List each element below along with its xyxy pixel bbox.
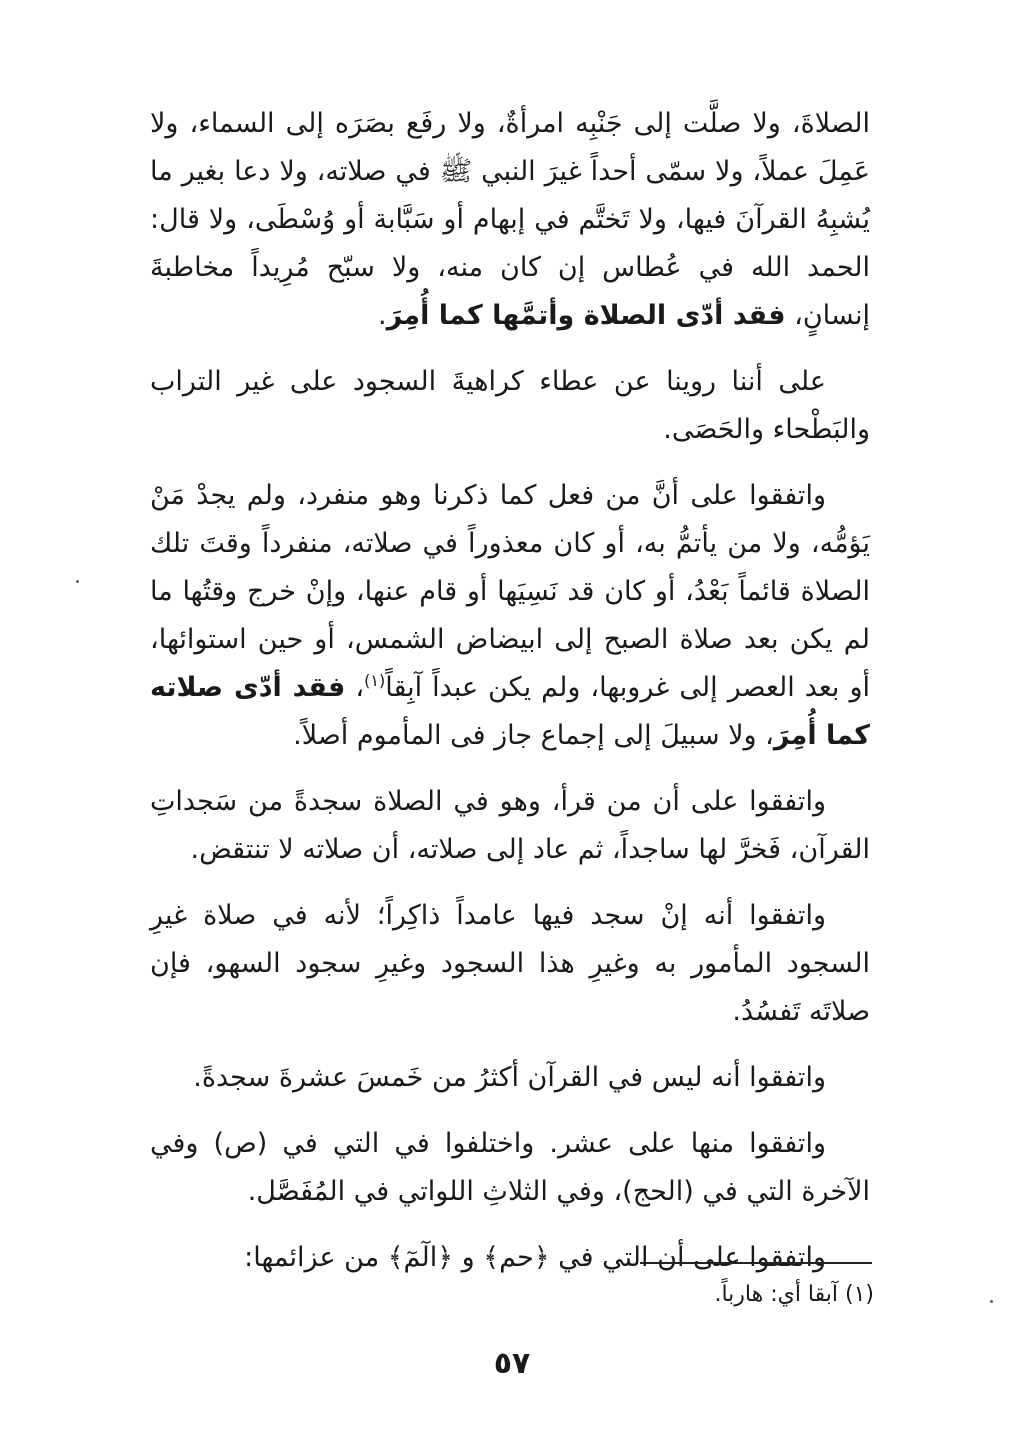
footnote-marker: (١): [364, 671, 386, 690]
footnote-divider: [640, 1262, 872, 1264]
paragraph-5-text: واتفقوا أنه إنْ سجد فيها عامداً ذاكِراً؛ لأنه في صلاة غيرِ السجود المأمور به وغيرِ هذا السجود وغيرِ سجود السهو، فإن صلاتَه تَفسُدُ.: [150, 900, 870, 1027]
paragraph-4-text: واتفقوا على أن من قرأ، وهو في الصلاة سجدةً من سَجداتِ القرآن، فَخرَّ لها ساجداً، ثم عاد إلى صلاته، أن صلاته لا تنتقض.: [150, 786, 870, 865]
paragraph-3-bold: فقد أدّى صلاته كما أُمِرَ: [150, 672, 870, 751]
paragraph-3-text: واتفقوا على أنَّ من فعل كما ذكرنا وهو منفرد، ولم يجدْ مَنْ يَؤمُّه، ولا من يأتمُّ به، أو كان معذوراً في صلاته، منفرداً وقتَ تلك الصلاة قائماً بَعْدُ، أو كان قد نَسِيَها أو قام عنها، وإنْ خرج وقتُها ما لم يكن بعد صلاة الصبح إلى ابيضاض الشمس، أو حين استوائها، أو بعد العصر إلى غروبها، ولم يكن عبداً آبِقاً: [150, 480, 871, 703]
paragraph-8: [150, 1234, 870, 1282]
paragraph-1-bold: فقد أدّى الصلاة وأتمَّها كما أُمِرَ: [386, 300, 786, 331]
page-number: ٥٧: [493, 1346, 531, 1381]
paragraph-7-text: واتفقوا منها على عشر. واختلفوا في التي في (ص) وفي الآخرة التي في (الحج)، وفي الثلاثِ اللواتي في المُفَصَّل.: [150, 1128, 870, 1207]
paragraph-8-text: واتفقوا على أن التي في ﴿حم﴾ و ﴿الٓمٓ﴾ من عزائمها:: [244, 1242, 826, 1273]
paragraph-3-end: ، ولا سبيلَ إلى إجماع جاز فى المأموم أصلاً.: [293, 720, 774, 751]
paragraph-1: [150, 100, 870, 340]
paragraph-3-middle: ،: [345, 672, 365, 703]
paragraph-6-text: واتفقوا أنه ليس في القرآن أكثرُ من خَمسَ عشرةَ سجدةً.: [193, 1062, 826, 1093]
paragraph-5: [150, 892, 870, 1036]
paragraph-6: [150, 1054, 870, 1102]
paragraph-1-text: الصلاةَ، ولا صلَّت إلى جَنْبِه امرأةٌ، ولا رفَع بصَرَه إلى السماء، ولا عَمِلَ عملاً، ولا سمّى أحداً غيرَ النبي ﷺ في صلاته، ولا دعا بغير ما يُشبِهُ القرآنَ فيها، ولا تَختَّم في إبهام أو سَبَّابة أو وُسْطَى، ولا قال: الحمد الله في عُطاس إن كان منه، ولا سبّح مُرِيداً مخاطبةَ إنسانٍ،: [150, 108, 870, 331]
main-text: [150, 100, 870, 1300]
paragraph-7: [150, 1120, 870, 1216]
paragraph-2-text: على أننا روينا عن عطاء كراهيةَ السجود على غير التراب والبَطْحاء والحَصَى.: [150, 366, 870, 445]
footnote: (١) آبقا أي: هارباً.: [714, 1282, 874, 1307]
scan-speck: [76, 580, 79, 583]
scan-speck: [990, 1300, 993, 1303]
paragraph-4: [150, 778, 870, 874]
paragraph-1-end: .: [377, 300, 387, 331]
paragraph-2: [150, 358, 870, 454]
paragraph-3: [150, 472, 870, 760]
